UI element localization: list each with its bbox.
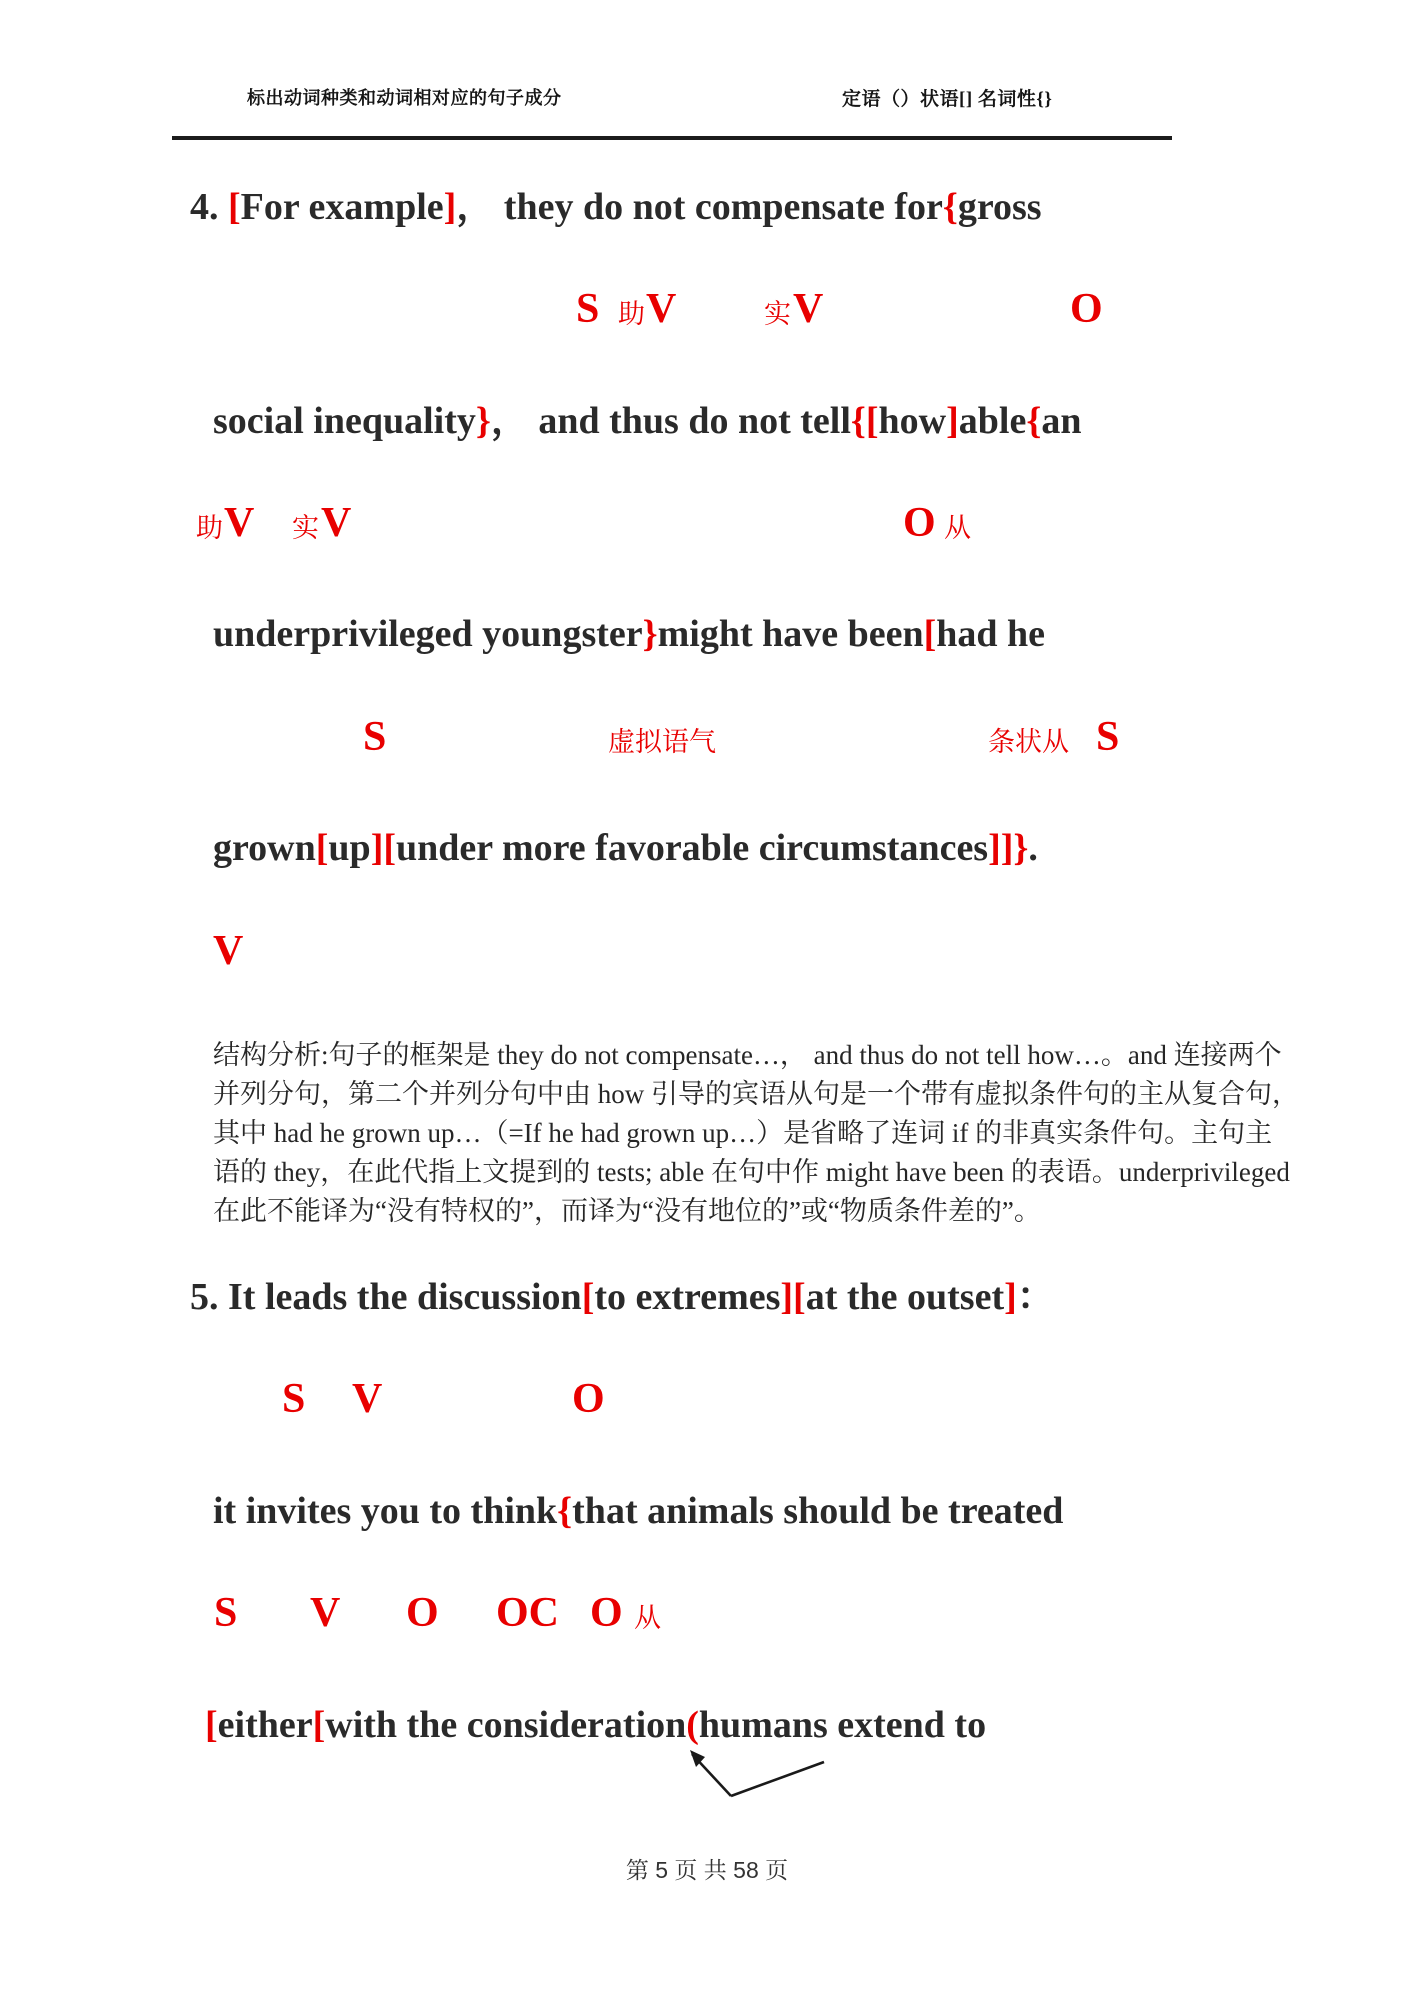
annotation-row-1 <box>0 288 1414 340</box>
red-bracket-mark: ] <box>1004 1276 1017 1318</box>
red-bracket-mark: ] <box>946 400 959 442</box>
grammar-label: S <box>1096 714 1120 760</box>
red-bracket-mark: ( <box>686 1704 699 1746</box>
analysis-line: 结构分析:句子的框架是 they do not compensate…， and thus do not tell how…。and 连接两个 <box>213 1040 1282 1070</box>
analysis-line: 并列分句，第二个并列分句中由 how 引导的宾语从句是一个带有虚拟条件句的主从复合句， <box>213 1079 1299 1109</box>
sentence-text: with the consideration <box>325 1704 687 1746</box>
sentence-4-line-2 <box>213 400 1081 444</box>
header-divider <box>172 136 1172 140</box>
grammar-label: S <box>214 1590 238 1636</box>
analysis-line: 在此不能译为“没有特权的”，而译为“没有地位的”或“物质条件差的”。 <box>213 1196 1041 1226</box>
sentence-text: might have been <box>657 613 924 655</box>
sentence-text: ， and thus do not tell <box>490 400 851 442</box>
sentence-text: it invites you to think <box>213 1490 558 1532</box>
grammar-label: S <box>282 1376 306 1422</box>
sentence-text: . <box>1028 827 1038 869</box>
grammar-label: 实 <box>764 299 791 329</box>
sentence-5-line-1 <box>190 1276 1055 1320</box>
red-bracket-mark: [ <box>312 1704 326 1746</box>
sentence-4-line-4 <box>213 827 1038 871</box>
grammar-label: 助 <box>196 513 223 543</box>
grammar-label: V <box>213 928 244 974</box>
grammar-label: V <box>352 1376 383 1422</box>
grammar-label: 虚拟语气 <box>608 727 716 757</box>
grammar-label: V <box>646 286 677 332</box>
sentence-text: at the outset <box>805 1276 1005 1318</box>
grammar-label: OC <box>496 1590 559 1636</box>
sentence-text: social inequality <box>213 400 476 442</box>
header-left-title: 标出动词种类和动词相对应的句子成分 <box>247 88 562 108</box>
sentence-text: humans extend to <box>698 1704 987 1746</box>
grammar-label: 条状从 <box>988 727 1069 757</box>
annotation-row-3 <box>0 716 1414 768</box>
sentence-text: up <box>328 827 371 869</box>
annotation-row-6 <box>0 1592 1414 1644</box>
grammar-label: O <box>406 1590 439 1636</box>
sentence-text: ： <box>1016 1276 1055 1318</box>
grammar-label: S <box>576 286 600 332</box>
sentence-text: had he <box>936 613 1046 655</box>
grammar-label: O <box>903 500 936 546</box>
analysis-line: 其中 had he grown up…（=If he had grown up…）是省略了连词 if 的非真实条件句。主句主 <box>213 1118 1273 1148</box>
red-bracket-mark: [ <box>228 186 241 228</box>
grammar-label: V <box>310 1590 341 1636</box>
grammar-label: V <box>793 286 824 332</box>
red-bracket-mark: ][ <box>370 827 397 869</box>
sentence-text: 4. <box>190 186 228 228</box>
grammar-label: O <box>1070 286 1103 332</box>
grammar-label: V <box>224 500 255 546</box>
sentence-text: ， they do not compensate for <box>456 186 943 228</box>
sentence-4-line-3 <box>213 613 1045 657</box>
grammar-label: 实 <box>292 513 319 543</box>
annotation-row-4 <box>0 930 1414 982</box>
red-bracket-mark: { <box>1026 400 1042 442</box>
sentence-text: For example <box>240 186 444 228</box>
grammar-label: 助 <box>618 299 645 329</box>
red-bracket-mark: [ <box>205 1704 218 1746</box>
grammar-label: 从 <box>634 1603 661 1633</box>
red-bracket-mark: ]]} <box>988 827 1029 869</box>
annotation-row-2 <box>0 502 1414 554</box>
red-bracket-mark: } <box>475 400 491 442</box>
analysis-line: 语的 they，在此代指上文提到的 tests; able 在句中作 might have been 的表语。underprivileged <box>213 1157 1290 1187</box>
grammar-label: S <box>363 714 387 760</box>
page-number-footer: 第 5 页 共 58 页 <box>625 1857 789 1883</box>
sentence-text: that animals should be treated <box>572 1490 1064 1532</box>
sentence-text: how <box>878 400 947 442</box>
grammar-label: V <box>321 500 352 546</box>
structure-analysis-paragraph <box>213 1036 1299 1231</box>
sentence-5-line-2 <box>213 1490 1063 1534</box>
red-bracket-mark: [ <box>923 613 937 655</box>
red-bracket-mark: { <box>557 1490 573 1532</box>
sentence-text: underprivileged youngster <box>213 613 643 655</box>
sentence-text: grown <box>213 827 316 869</box>
sentence-text: under more favorable circumstances <box>396 827 989 869</box>
red-bracket-mark: { <box>942 186 958 228</box>
sentence-5-line-3 <box>205 1704 986 1748</box>
sentence-text: 5. It leads the discussion <box>190 1276 582 1318</box>
red-bracket-mark: {[ <box>850 400 879 442</box>
red-bracket-mark: ] <box>443 186 457 228</box>
sentence-text: either <box>217 1704 313 1746</box>
annotation-row-5 <box>0 1378 1414 1430</box>
sentence-text: able <box>958 400 1027 442</box>
red-bracket-mark: [ <box>581 1276 595 1318</box>
grammar-label: O <box>590 1590 623 1636</box>
sentence-text: gross <box>957 186 1042 228</box>
grammar-label: 从 <box>944 513 971 543</box>
red-bracket-mark: } <box>642 613 658 655</box>
sentence-text: an <box>1041 400 1082 442</box>
red-bracket-mark: ][ <box>780 1276 806 1318</box>
sentence-4-line-1 <box>190 186 1042 230</box>
sentence-text: to extremes <box>594 1276 781 1318</box>
header-legend: 定语（）状语[] 名词性{} <box>842 89 1053 110</box>
red-bracket-mark: [ <box>315 827 329 869</box>
grammar-label: O <box>572 1376 605 1422</box>
